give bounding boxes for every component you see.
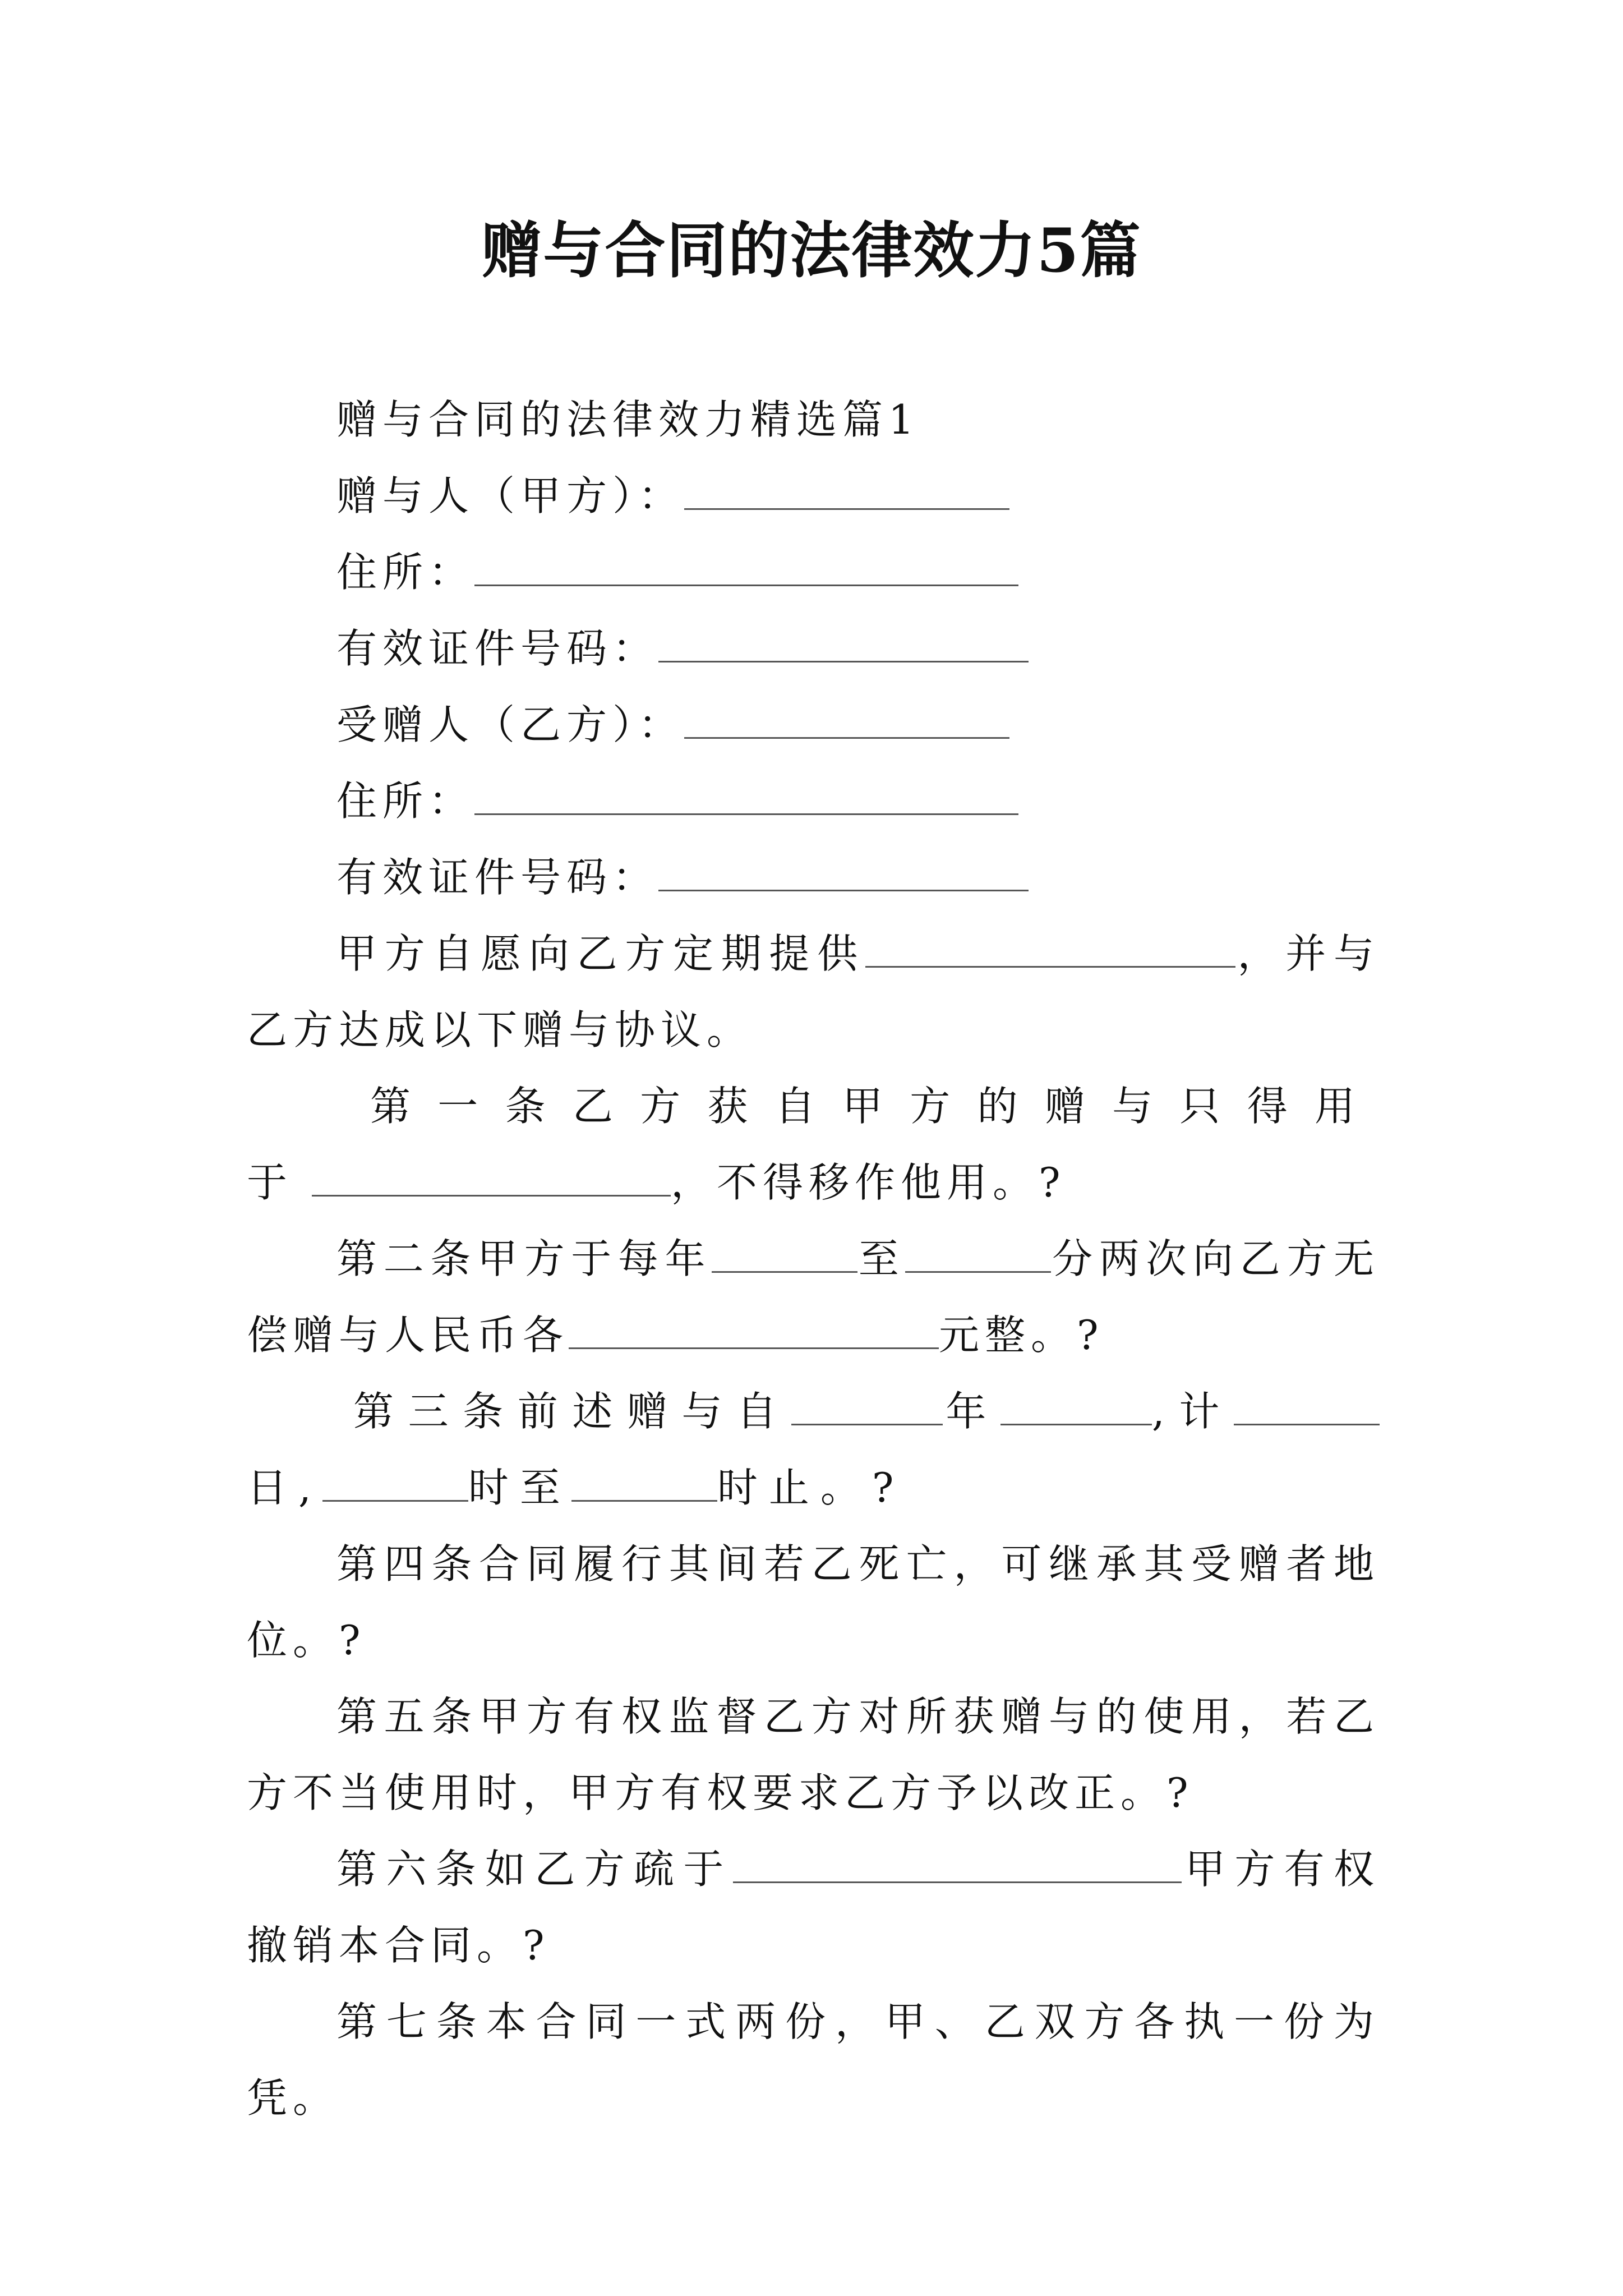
donor-blank — [684, 475, 1009, 510]
article-3: 第三条前述赠与自 年 ,计日, 时至 时止。? — [247, 1373, 1380, 1526]
article-5: 第五条甲方有权监督乙方对所获赠与的使用，若乙方不当使用时，甲方有权要求乙方予以改正。? — [247, 1693, 1380, 1816]
donor-id-field — [247, 610, 1380, 687]
article-2-blank-end — [905, 1237, 1051, 1273]
donor-label: 赠与人（甲方）： — [336, 472, 685, 519]
article-1: 第一条乙方获自甲方的赠与只得用于 ，不得移作他用。? — [247, 1083, 1380, 1206]
article-3-blank-2 — [1000, 1390, 1152, 1425]
donee-blank — [684, 703, 1009, 739]
article-6: 第六条如乙方疏于 甲方有权撤销本合同。? — [247, 1846, 1380, 1969]
article-2: 第二条甲方于每年 至 分两次向乙方无偿赠与人民币各 元整。? — [247, 1235, 1380, 1359]
donee-address-blank — [474, 780, 1018, 815]
article-3-blank-3 — [1234, 1390, 1380, 1425]
article-2-blank-start — [712, 1237, 857, 1273]
article-1-blank — [312, 1161, 671, 1197]
article-3-blank-1 — [791, 1390, 943, 1425]
intro-paragraph: 甲方自愿向乙方定期提供 ，并与乙方达成以下赠与协议。 — [247, 930, 1380, 1053]
donor-id-blank — [658, 627, 1029, 662]
section-title: 赠与合同的法律效力精选篇1 — [336, 396, 920, 443]
donor-address-label: 住所： — [336, 549, 475, 596]
article-7: 第七条本合同一式两份，甲、乙双方各执一份为凭。 — [247, 1998, 1380, 2122]
donee-label: 受赠人（乙方）： — [336, 701, 685, 748]
donee-id-blank — [658, 856, 1029, 891]
donor-field — [247, 458, 1380, 534]
donee-id-label: 有效证件号码： — [336, 854, 659, 901]
article-6-blank — [733, 1848, 1182, 1883]
intro-blank — [865, 932, 1235, 968]
donee-field — [247, 687, 1380, 763]
donee-address-label: 住所： — [336, 777, 475, 825]
article-3-blank-5 — [571, 1466, 717, 1502]
donor-id-label: 有效证件号码： — [336, 625, 659, 672]
donor-address-blank — [474, 551, 1018, 586]
document-body — [247, 381, 1380, 2136]
donor-address-field — [247, 534, 1380, 610]
article-4: 第四条合同履行其间若乙死亡，可继承其受赠者地位。? — [247, 1540, 1380, 1664]
article-2-blank-amount — [569, 1314, 939, 1349]
donee-id-field — [247, 839, 1380, 915]
donee-address-field — [247, 763, 1380, 839]
article-3-blank-4 — [322, 1466, 468, 1502]
document-title: 赠与合同的法律效力5篇 — [481, 215, 1142, 286]
